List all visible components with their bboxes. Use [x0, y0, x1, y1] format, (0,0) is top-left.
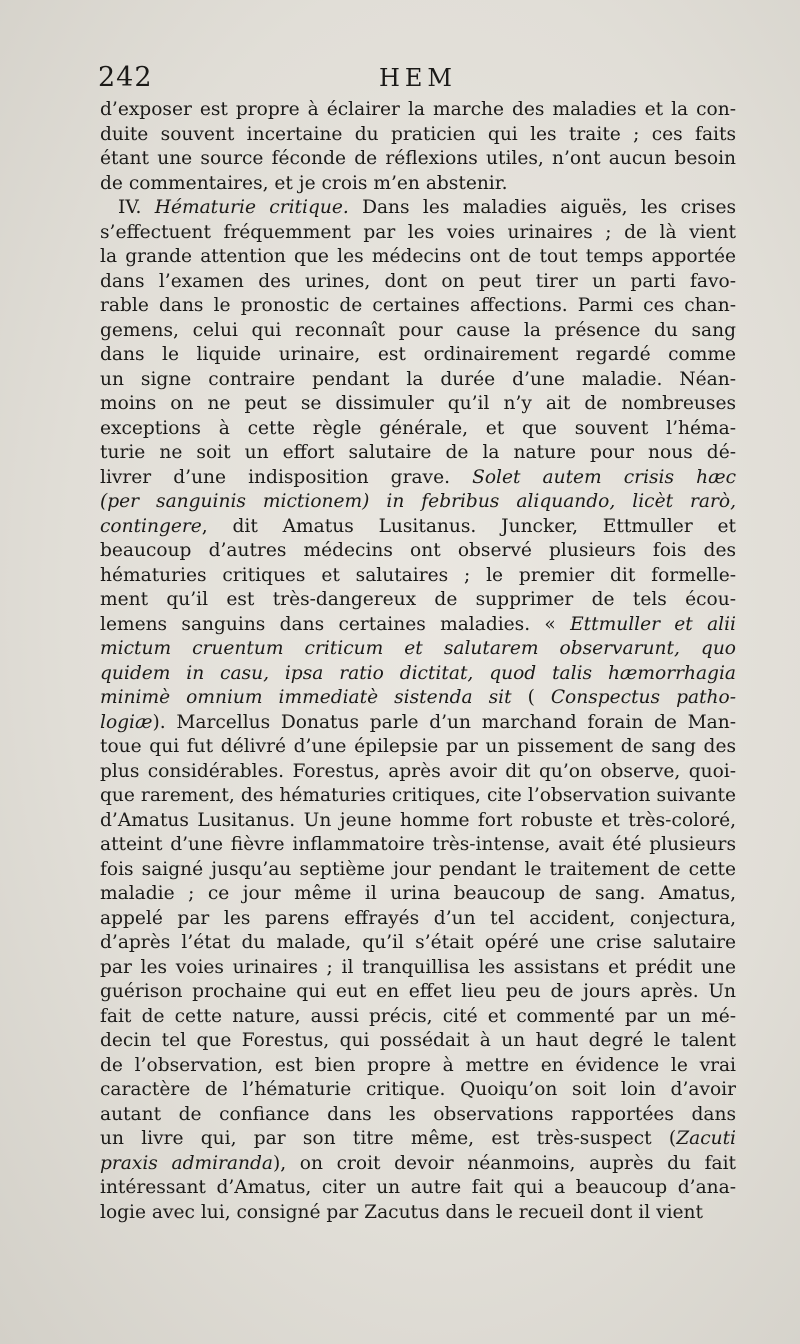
text-run: ), on croit devoir néanmoins, auprès du fait: [273, 1152, 736, 1174]
text-run: d’après l’état du malade, qu’il s’était opéré une crise salutaire: [100, 932, 736, 953]
text-line: [100, 1078, 736, 1103]
text-run: ment qu’il est très-dangereux de supprimer de tels écou-: [100, 589, 736, 610]
text-line: [100, 245, 736, 270]
text-run: un livre qui, par son titre même, est très-suspect (: [100, 1128, 677, 1149]
text-run: gemens, celui qui reconnaît pour cause la présence du sang: [100, 319, 736, 341]
italic-text: Solet autem crisis hæc: [472, 466, 736, 488]
text-run: hématuries critiques et salutaires ; le premier dit formelle-: [100, 564, 736, 586]
text-line: [100, 1127, 736, 1152]
text-run: turie ne soit un effort salutaire de la nature pour nous dé-: [100, 442, 736, 463]
text-line: [100, 809, 736, 834]
text-line: [100, 588, 736, 613]
italic-text: contingere: [100, 515, 202, 537]
page-number: 242: [98, 62, 153, 93]
text-line: [100, 1201, 736, 1226]
italic-text: Zacuti: [676, 1128, 736, 1149]
text-run: decin tel que Forestus, qui possédait à un haut degré le talent: [100, 1030, 736, 1051]
text-run: ). Marcellus Donatus parle d’un marchand forain de Man-: [152, 711, 736, 733]
text-line: [100, 613, 736, 638]
italic-text: quidem in casu, ipsa ratio dictitat, quod talis hæmorrhagia: [100, 662, 736, 684]
text-run: , dit Amatus Lusitanus. Juncker, Ettmuller et: [201, 515, 736, 537]
text-line: [100, 564, 736, 589]
text-line: [100, 931, 736, 956]
text-line: [100, 760, 736, 785]
text-line: [100, 907, 736, 932]
text-line: [100, 123, 736, 148]
text-line: [100, 711, 736, 736]
text-run: que rarement, des hématuries critiques, cite l’observation suivante: [100, 785, 736, 806]
text-line: [100, 270, 736, 295]
italic-text: praxis admiranda: [100, 1152, 273, 1174]
text-run: fait de cette nature, aussi précis, cité et commenté par un mé-: [100, 1005, 736, 1027]
text-line: [100, 735, 736, 760]
text-run: d’exposer est propre à éclairer la marche des maladies et la con-: [100, 99, 736, 120]
text-line: [100, 686, 736, 711]
text-line: [100, 466, 736, 491]
text-run: guérison prochaine qui eut en effet lieu peu de jours après. Un: [100, 981, 736, 1002]
text-line: [100, 441, 736, 466]
text-run: étant une source féconde de réflexions utiles, n’ont aucun besoin: [100, 148, 736, 169]
text-line: [100, 294, 736, 319]
running-head: HEM: [378, 64, 458, 92]
text-line: [100, 637, 736, 662]
italic-text: Ettmuller et alii: [570, 613, 736, 635]
text-run: caractère de l’hématurie critique. Quoiqu’on soit loin d’avoir: [100, 1079, 736, 1100]
text-run: la grande attention que les médecins ont de tout temps apportée: [100, 246, 736, 267]
text-line: [100, 1029, 736, 1054]
text-line: [100, 784, 736, 809]
body-text: [100, 98, 736, 1225]
text-line: [100, 833, 736, 858]
text-run: de commentaires, et je crois m’en abstenir.: [100, 172, 508, 194]
text-run: IV.: [118, 197, 155, 218]
text-line: [100, 1103, 736, 1128]
text-run: livrer d’une indisposition grave.: [100, 466, 473, 488]
text-run: fois saigné jusqu’au septième jour pendant le traitement de cette: [100, 858, 736, 880]
text-run: Dans les maladies aiguës, les crises: [348, 197, 736, 218]
text-run: s’effectuent fréquemment par les voies urinaires ; de là vient: [100, 221, 736, 243]
text-line: [100, 319, 736, 344]
text-line: [100, 368, 736, 393]
text-line: [100, 417, 736, 442]
text-line: [100, 1054, 736, 1079]
text-run: un signe contraire pendant la durée d’une maladie. Néan-: [100, 368, 736, 390]
italic-text: (per sanguinis mictionem) in febribus aliquando, licèt rarò,: [100, 491, 736, 512]
text-run: appelé par les parens effrayés d’un tel accident, conjectura,: [100, 907, 736, 929]
text-line: [100, 1005, 736, 1030]
text-line: [100, 956, 736, 981]
text-run: de l’observation, est bien propre à mettre en évidence le vrai: [100, 1054, 736, 1076]
text-line: [100, 1152, 736, 1177]
text-run: atteint d’une fièvre inflammatoire très-intense, avait été plusieurs: [100, 834, 736, 855]
text-run: lemens sanguins dans certaines maladies. «: [100, 613, 571, 635]
text-run: logie avec lui, consigné par Zacutus dans le recueil dont il vient: [100, 1201, 703, 1223]
text-line: [100, 147, 736, 172]
italic-text: logiæ: [100, 711, 153, 733]
italic-text: Conspectus patho-: [550, 687, 736, 708]
text-run: moins on ne peut se dissimuler qu’il n’y ait de nombreuses: [100, 393, 736, 414]
text-line: [100, 1176, 736, 1201]
text-run: dans le liquide urinaire, est ordinairement regardé comme: [100, 344, 736, 365]
text-line: [100, 980, 736, 1005]
text-line: [100, 662, 736, 687]
text-line: [100, 392, 736, 417]
text-run: plus considérables. Forestus, après avoir dit qu’on observe, quoi-: [100, 760, 736, 782]
text-run: maladie ; ce jour même il urina beaucoup de sang. Amatus,: [100, 883, 736, 904]
text-line: [100, 172, 736, 197]
italic-text: mictum cruentum criticum et salutarem observarunt, quo: [100, 638, 736, 659]
text-line: [100, 343, 736, 368]
text-line: [100, 515, 736, 540]
text-run: par les voies urinaires ; il tranquillisa les assistans et prédit une: [100, 956, 736, 978]
text-run: d’Amatus Lusitanus. Un jeune homme fort robuste et très-coloré,: [100, 809, 736, 831]
text-run: autant de confiance dans les observations rapportées dans: [100, 1103, 736, 1125]
page-header: [98, 62, 738, 98]
text-line: [100, 882, 736, 907]
text-line: [100, 98, 736, 123]
text-run: intéressant d’Amatus, citer un autre fait qui a beaucoup d’ana-: [100, 1177, 736, 1198]
text-line: [100, 196, 736, 221]
text-run: (: [511, 687, 551, 708]
text-run: rable dans le pronostic de certaines affections. Parmi ces chan-: [100, 295, 736, 316]
text-run: beaucoup d’autres médecins ont observé plusieurs fois des: [100, 540, 736, 561]
text-line: [100, 858, 736, 883]
text-run: dans l’examen des urines, dont on peut tirer un parti favo-: [100, 270, 736, 292]
text-run: toue qui fut délivré d’une épilepsie par un pissement de sang des: [100, 736, 736, 757]
text-line: [100, 539, 736, 564]
text-run: exceptions à cette règle générale, et que souvent l’héma-: [100, 417, 736, 439]
italic-text: Hématurie critique.: [154, 197, 349, 218]
text-line: [100, 490, 736, 515]
text-line: [100, 221, 736, 246]
text-run: duite souvent incertaine du praticien qui les traite ; ces faits: [100, 123, 736, 145]
italic-text: minimè omnium immediatè sistenda sit: [100, 687, 512, 708]
